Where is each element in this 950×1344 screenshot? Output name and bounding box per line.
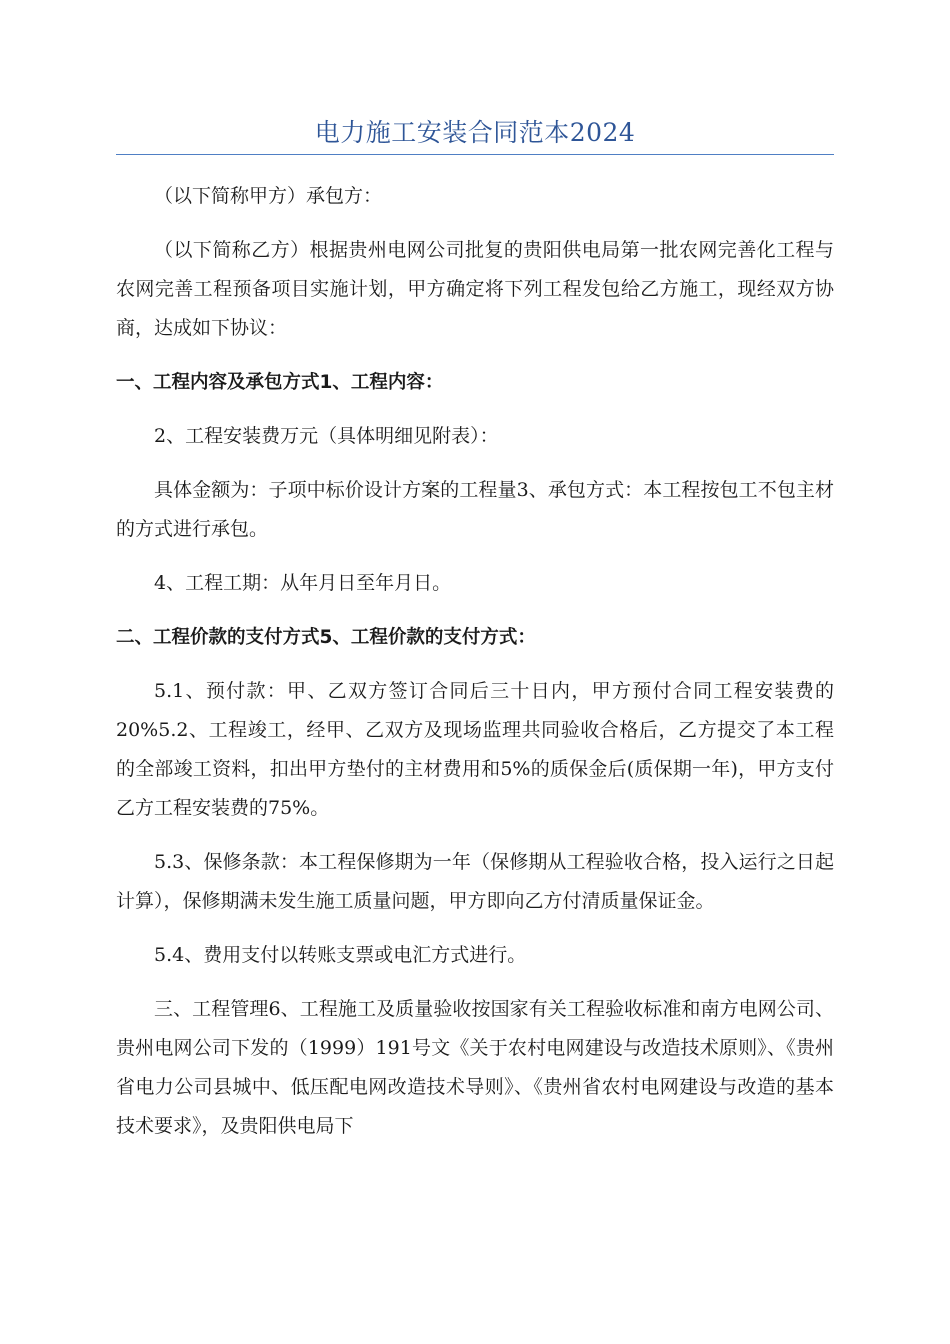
- paragraph-duration: 4、工程工期：从年月日至年月日。: [154, 572, 452, 594]
- paragraph-party-a: （以下简称甲方）承包方：: [154, 185, 383, 207]
- section-heading-2: 二、工程价款的支付方式5、工程价款的支付方式：: [116, 627, 536, 648]
- section-heading-1: 一、工程内容及承包方式1、工程内容：: [116, 372, 444, 393]
- paragraph-payment-method: 5.4、费用支付以转账支票或电汇方式进行。: [154, 944, 527, 966]
- paragraph-amount-contract-method: 具体金额为：子项中标价设计方案的工程量3、承包方式：本工程按包工不包主材的方式进行承包。: [116, 479, 834, 540]
- paragraph-party-b-intro: （以下简称乙方）根据贵州电网公司批复的贵阳供电局第一批农网完善化工程与农网完善工程预备项目实施计划，甲方确定将下列工程发包给乙方施工，现经双方协商，达成如下协议：: [116, 239, 834, 339]
- document-body: [116, 177, 834, 1146]
- paragraph-prepayment: 5.1、预付款：甲、乙双方签订合同后三十日内，甲方预付合同工程安装费的20%5.2、工程竣工，经甲、乙双方及现场监理共同验收合格后，乙方提交了本工程的全部竣工资料，扣出甲方垫付的主材费用和5%的质保金后(质保期一年)，甲方支付乙方工程安装费的75%。: [116, 680, 834, 819]
- document-title: 电力施工安装合同范本2024: [314, 118, 636, 147]
- paragraph-project-management: 三、工程管理6、工程施工及质量验收按国家有关工程验收标准和南方电网公司、贵州电网公司下发的（1999）191号文《关于农村电网建设与改造技术原则》、《贵州省电力公司县城中、低压配电网改造技术导则》、《贵州省农村电网建设与改造的基本技术要求》，及贵阳供电局下: [116, 998, 834, 1137]
- title-underline: [116, 154, 834, 155]
- document-page: [116, 0, 834, 1161]
- paragraph-install-fee: 2、工程安装费万元（具体明细见附表）：: [154, 425, 499, 447]
- paragraph-warranty: 5.3、保修条款：本工程保修期为一年（保修期从工程验收合格，投入运行之日起计算），保修期满未发生施工质量问题，甲方即向乙方付清质量保证金。: [116, 851, 834, 912]
